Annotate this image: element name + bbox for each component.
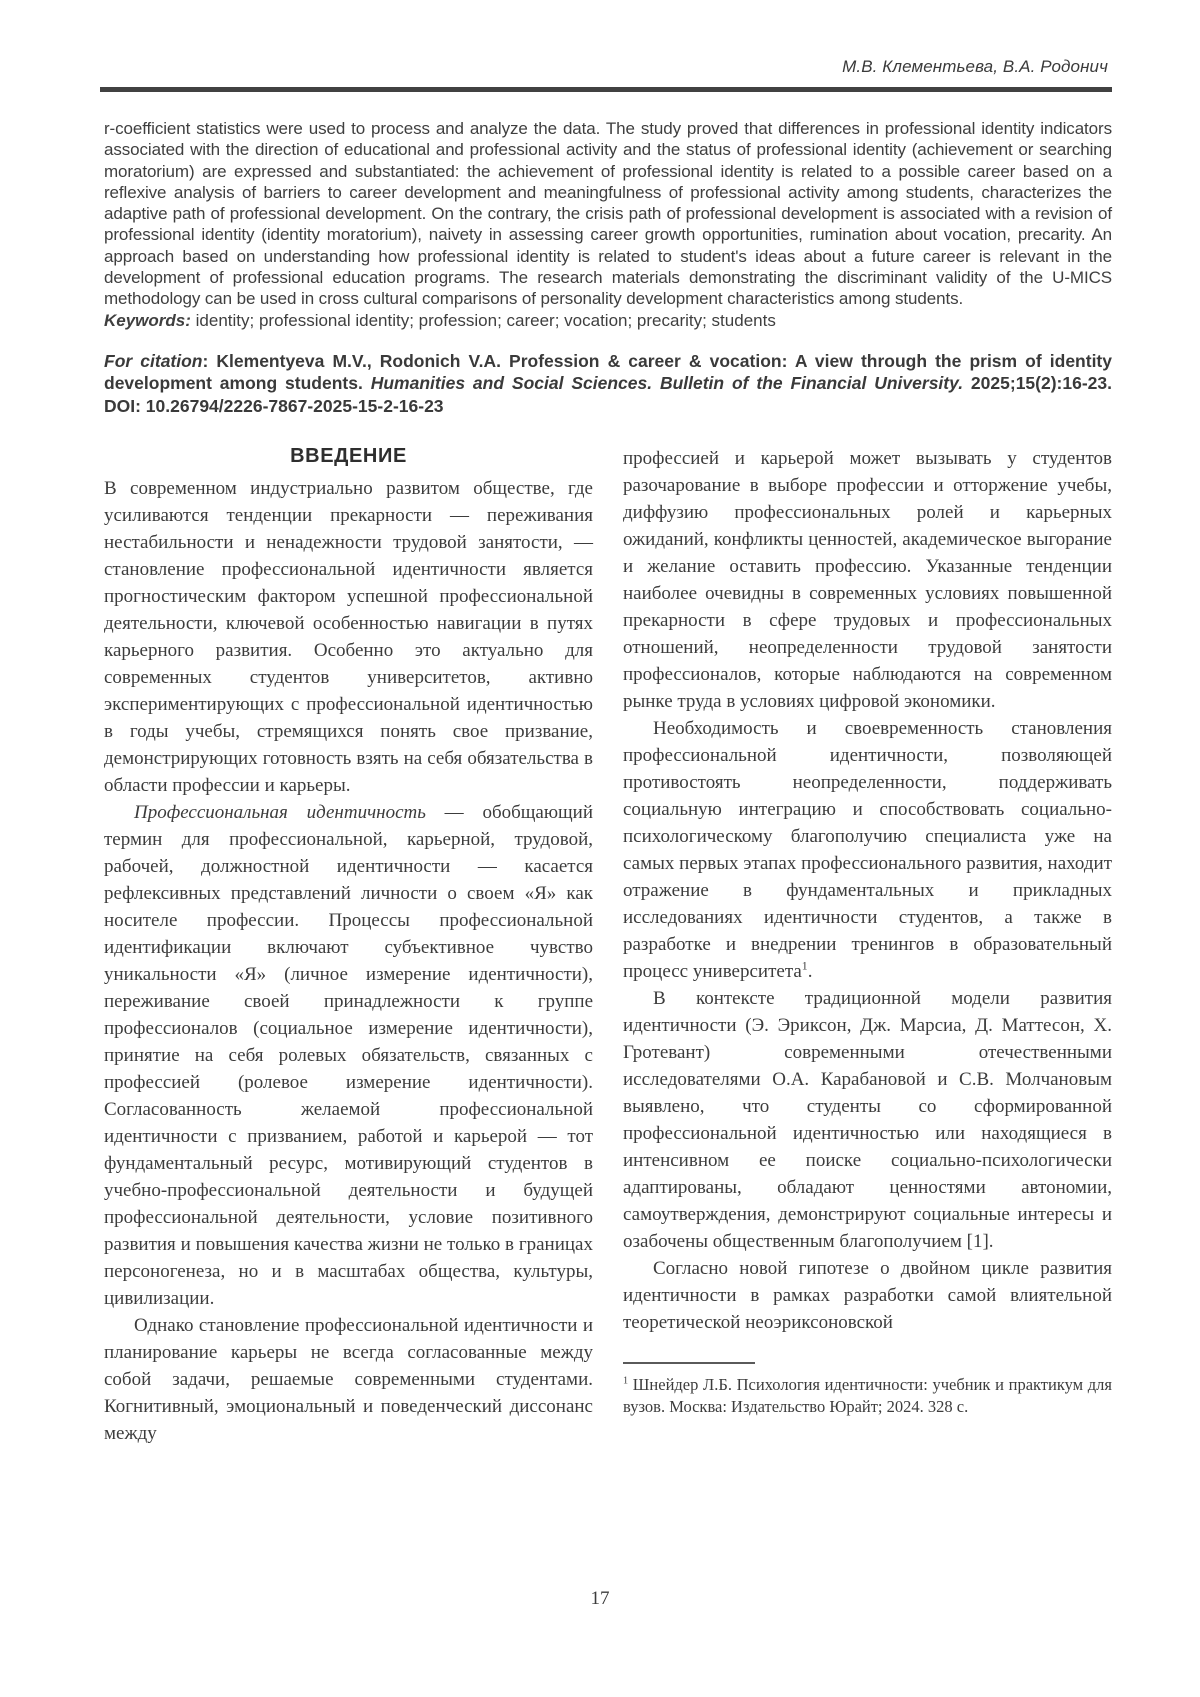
paragraph: профессией и карьерой может вызывать у студентов разочарование в выборе профессии и отторжение учебы, диффузию профессиональных ролей и карьерных ожиданий, конфликты ценностей, академическое выгорание и желание оставить профессию. Указанные тенденции наиболее очевидны в современных условиях повышенной прекарности в сфере трудовых и профессиональных отношений, неопределенности трудовой занятости профессионалов, которые наблюдаются на современном рынке труда в условиях цифровой экономики. <box>623 448 1112 713</box>
keywords-line: Keywords: identity; professional identity; profession; career; vocation; precarity; students <box>104 310 776 330</box>
paragraph: Профессиональная идентичность — обобщающий термин для профессиональной, карьерной, трудовой, рабочей, должностной идентичности — касается рефлексивных представлений личности о своем «Я» как носителе профессии. Процессы профессиональной идентификации включают субъективное чувство уникальности «Я» (личное измерение идентичности), переживание своей принадлежности к группе профессионалов (социальное измерение идентичности), принятие на себя ролевых обязательств, связанных с профессией (ролевое измерение идентичности). Согласованность желаемой профессиональной идентичности с призванием, работой и карьерой — тот фундаментальный ресурс, мотивирующий студентов в учебно-профессиональной деятельности и будущей профессиональной деятельности, условие позитивного развития и повышения качества жизни не только в границах персоногенеза, но и в масштабах общества, культуры, цивилизации. <box>104 802 593 1310</box>
abstract-text: r-coefficient statistics were used to process and analyze the data. The study proved that differences in professional identity indicators associated with the direction of educational and professional activity and the status of professional identity (achievement or searching moratorium) are expressed and substantiated: the achievement of professional identity is related to a possible career based on a reflexive analysis of barriers to career development and meaningfulness of professional activity among students, characterizes the adaptive path of professional development. On the contrary, the crisis path of professional development is associated with a revision of professional identity (identity moratorium), naivety in assessing career growth opportunities, rumination about vocation, precarity. An approach based on understanding how professional identity is related to student's ideas about a future career is relevant in the development of professional education programs. The research materials demonstrating the discriminant validity of the U-MICS methodology can be used in cross cultural comparisons of personality development characteristics among students. <box>104 119 1112 309</box>
right-column-paragraphs <box>623 445 1112 1336</box>
paragraph: Необходимость и своевременность становления профессиональной идентичности, позволяющей противостоять неопределенности, поддерживать социальную интеграцию и способствовать социально-психологическому благополучию специалиста уже на самых первых этапах профессионального развития, находит отражение в фундаментальных и прикладных исследованиях идентичности студентов, а также в разработке и внедрении тренингов в образовательный процесс университета$^1$. <box>623 718 1112 983</box>
left-column-paragraphs <box>104 475 593 1447</box>
left-column <box>104 445 593 1447</box>
footnote-divider-rule <box>623 1362 755 1364</box>
two-column-body <box>104 445 1112 1447</box>
running-head-authors: М.В. Клементьева, В.А. Родонич <box>842 57 1108 76</box>
footnote-text: $^1$ Шнейдер Л.Б. Психология идентичности: учебник и практикум для вузов. Москва: Издательство Юрайт; 2024. 328 с. <box>623 1375 1112 1417</box>
header-divider-rule <box>100 87 1112 92</box>
paragraph: Однако становление профессиональной идентичности и планирование карьеры не всегда согласованные между собой задачи, решаемые современными студентами. Когнитивный, эмоциональный и поведенческий диссонанс между <box>104 1315 593 1445</box>
page-number: 17 <box>590 1588 610 1609</box>
introduction-heading: ВВЕДЕНИЕ <box>290 445 407 468</box>
paragraph: В контексте традиционной модели развития идентичности (Э. Эриксон, Дж. Марсиа, Д. Маттесон, Х. Гротевант) современными отечественными исследователями О.А. Карабановой и С.В. Молчановым выявлено, что студенты со сформированной профессиональной идентичностью или находящиеся в интенсивном ее поиске социально-психологически адаптированы, обладают ценностями автономии, самоутверждения, демонстрируют социальные интересы и озабочены общественным благополучием [1]. <box>623 988 1112 1253</box>
paragraph: Согласно новой гипотезе о двойном цикле развития идентичности в рамках разработки самой влиятельной теоретической неоэриксоновской <box>623 1258 1112 1334</box>
paragraph: В современном индустриально развитом обществе, где усиливаются тенденции прекарности — переживания нестабильности и ненадежности трудовой занятости, — становление профессиональной идентичности является прогностическим фактором успешной профессиональной деятельности, ключевой особенностью навигации в путях карьерного развития. Особенно это актуально для современных студентов университетов, активно экспериментирующих с профессиональной идентичностью в годы учебы, стремящихся понять свое призвание, демонстрирующих готовность взять на себя обязательства в области профессии и карьеры. <box>104 478 593 797</box>
citation-block: For citation: Klementyeva M.V., Rodonich V.A. Profession & career & vocation: A view through the prism of identity development among students. Humanities and Social Sciences. Bulletin of the Financial University. 2025;15(2):16-23. DOI: 10.26794/2226-7867-2025-15-2-16-23 <box>104 350 1112 416</box>
right-column <box>623 445 1112 1418</box>
